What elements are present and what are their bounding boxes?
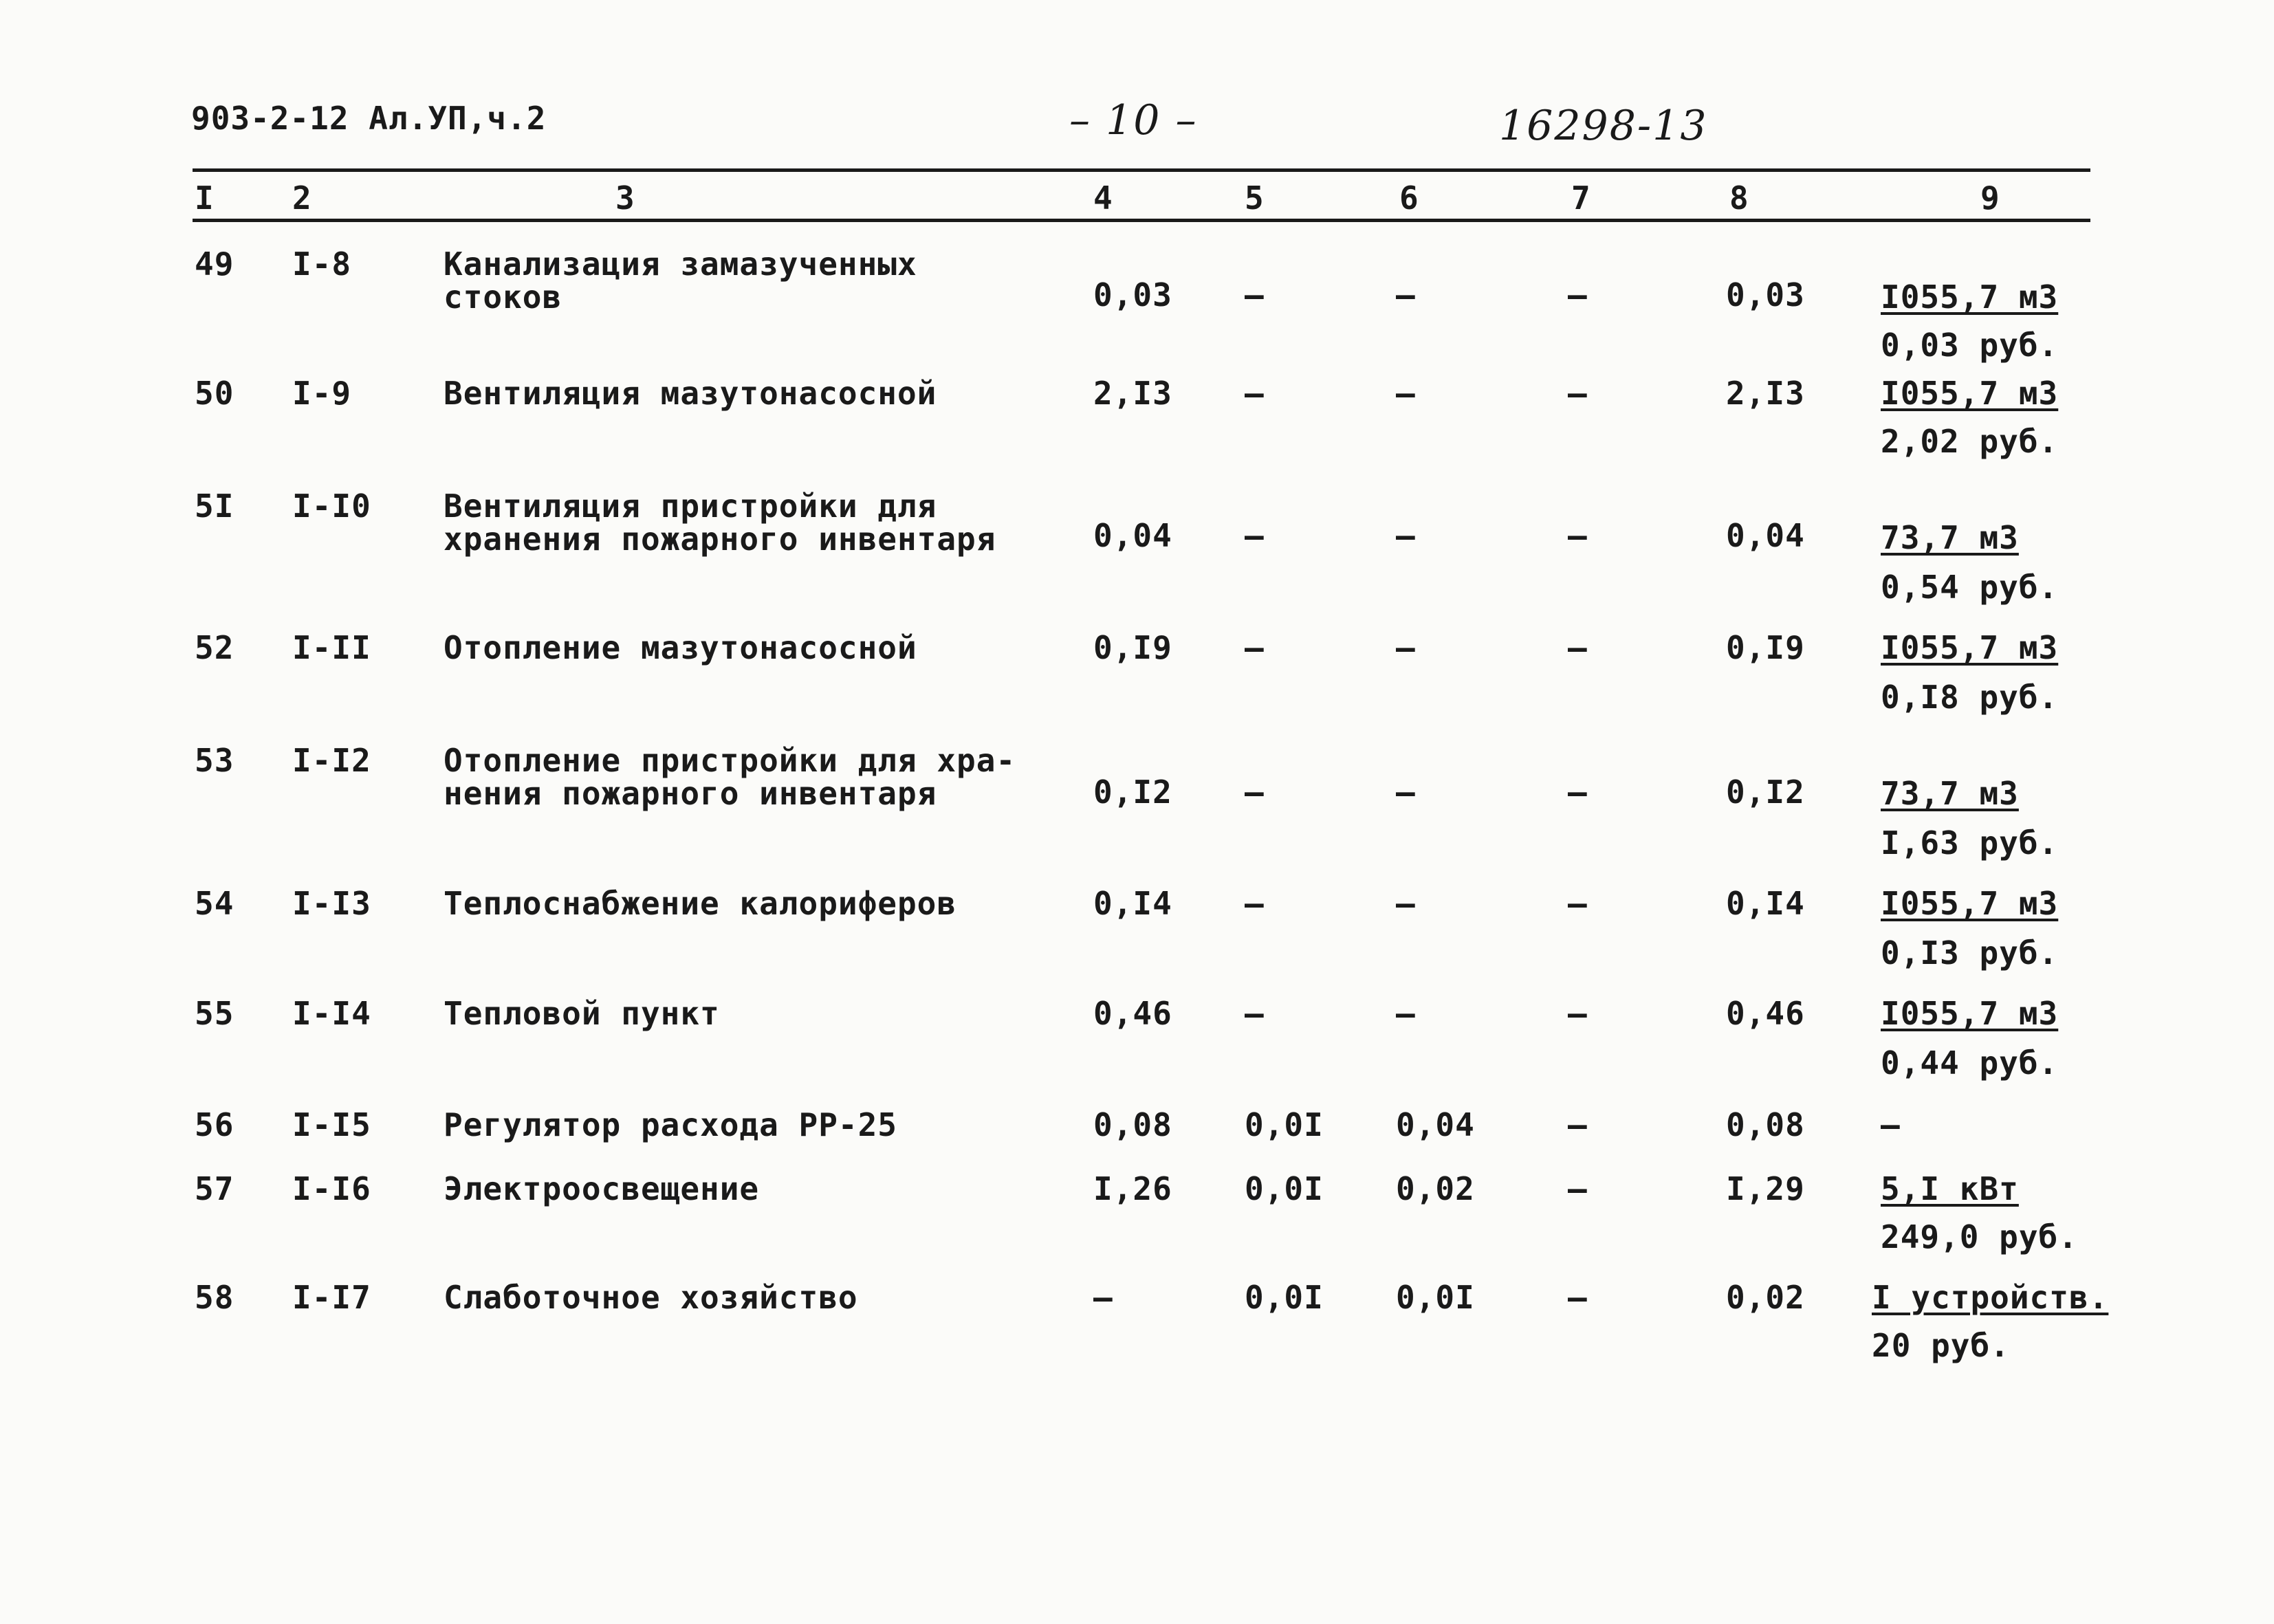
cell-col9-quantity: I устройств. <box>1872 1279 2109 1316</box>
row-number: 49 <box>195 245 234 283</box>
cell-col4: 0,I2 <box>1093 773 1172 811</box>
row-code: I-9 <box>292 375 352 412</box>
cell-col8: 0,02 <box>1726 1279 1805 1316</box>
cell-col7: – <box>1568 995 1588 1032</box>
cell-col4: 0,I4 <box>1093 885 1172 922</box>
cell-col6: 0,0I <box>1396 1279 1475 1316</box>
column-header-2: 2 <box>292 179 312 217</box>
cell-col9-quantity: I055,7 м3 <box>1881 885 2059 922</box>
cell-col6: – <box>1396 885 1416 922</box>
column-header-9: 9 <box>1980 179 2000 217</box>
row-number: 53 <box>195 742 234 779</box>
row-name: Отопление мазутонасосной <box>444 629 917 666</box>
cell-col5: 0,0I <box>1245 1279 1324 1316</box>
cell-col9-quantity: I055,7 м3 <box>1881 629 2059 666</box>
row-name: Регулятор расхода РР-25 <box>444 1106 897 1143</box>
row-code: I-I0 <box>292 487 371 525</box>
cell-col9-quantity: 73,7 м3 <box>1881 519 2019 556</box>
cell-col4: 0,46 <box>1093 995 1172 1032</box>
row-code: I-I5 <box>292 1106 371 1143</box>
column-header-7: 7 <box>1571 179 1591 217</box>
row-code: I-8 <box>292 245 352 283</box>
cell-col8: 0,04 <box>1726 517 1805 554</box>
document-number: 16298-13 <box>1499 102 1708 150</box>
cell-col5: 0,0I <box>1245 1106 1324 1143</box>
row-code: I-I2 <box>292 742 371 779</box>
row-code: I-I4 <box>292 995 371 1032</box>
row-name: Электроосвещение <box>444 1170 760 1207</box>
cell-col9-cost: 20 руб. <box>1872 1327 2010 1364</box>
row-number: 54 <box>195 885 234 922</box>
column-header-5: 5 <box>1245 179 1265 217</box>
cell-col4: 2,I3 <box>1093 375 1172 412</box>
cell-col9-quantity: I055,7 м3 <box>1881 278 2059 316</box>
cell-col7: – <box>1568 276 1588 314</box>
row-number: 52 <box>195 629 234 666</box>
cell-col7: – <box>1568 885 1588 922</box>
row-name: Слаботочное хозяйство <box>444 1279 858 1316</box>
cell-col4: 0,03 <box>1093 276 1172 314</box>
row-number: 50 <box>195 375 234 412</box>
row-name: Отопление пристройки для хра- нения пожарного инвентаря <box>444 742 1016 812</box>
cell-col8: 0,I4 <box>1726 885 1805 922</box>
cell-col4: 0,08 <box>1093 1106 1172 1143</box>
cell-col5: – <box>1245 995 1265 1032</box>
cell-col6: – <box>1396 517 1416 554</box>
cell-col5: – <box>1245 517 1265 554</box>
row-name: Вентиляция мазутонасосной <box>444 375 937 412</box>
cell-col9-cost: 0,03 руб. <box>1881 327 2059 364</box>
page-number: – 10 – <box>1069 96 1198 144</box>
row-name: Канализация замазученных стоков <box>444 245 917 316</box>
cell-col9-cost: I,63 руб. <box>1881 824 2059 862</box>
cell-col9-quantity: 5,I кВт <box>1881 1170 2019 1207</box>
row-code: I-I3 <box>292 885 371 922</box>
cell-col5: 0,0I <box>1245 1170 1324 1207</box>
cell-col5: – <box>1245 885 1265 922</box>
document-code: 903-2-12 Ал.УП,ч.2 <box>191 100 547 137</box>
cell-col9-cost: 249,0 руб. <box>1881 1218 2078 1255</box>
cell-col7: – <box>1568 517 1588 554</box>
cell-col9-quantity: – <box>1881 1106 1901 1143</box>
row-number: 56 <box>195 1106 234 1143</box>
row-code: I-I7 <box>292 1279 371 1316</box>
row-code: I-I6 <box>292 1170 371 1207</box>
cell-col7: – <box>1568 1106 1588 1143</box>
cell-col5: – <box>1245 375 1265 412</box>
cell-col7: – <box>1568 1170 1588 1207</box>
row-number: 57 <box>195 1170 234 1207</box>
cell-col7: – <box>1568 1279 1588 1316</box>
cell-col5: – <box>1245 276 1265 314</box>
cell-col9-quantity: I055,7 м3 <box>1881 375 2059 412</box>
cell-col9-cost: 0,54 руб. <box>1881 569 2059 606</box>
row-name: Вентиляция пристройки для хранения пожарного инвентаря <box>444 487 996 558</box>
cell-col9-quantity: I055,7 м3 <box>1881 995 2059 1032</box>
cell-col6: – <box>1396 995 1416 1032</box>
cell-col4: I,26 <box>1093 1170 1172 1207</box>
cell-col5: – <box>1245 629 1265 666</box>
cell-col9-cost: 0,44 руб. <box>1881 1044 2059 1082</box>
cell-col8: 0,46 <box>1726 995 1805 1032</box>
table-header-rule <box>193 219 2090 222</box>
cell-col7: – <box>1568 629 1588 666</box>
column-header-3: 3 <box>615 179 635 217</box>
cell-col8: 0,08 <box>1726 1106 1805 1143</box>
cell-col4: 0,04 <box>1093 517 1172 554</box>
row-number: 58 <box>195 1279 234 1316</box>
cell-col8: 2,I3 <box>1726 375 1805 412</box>
cell-col6: – <box>1396 773 1416 811</box>
column-header-8: 8 <box>1729 179 1749 217</box>
column-header-6: 6 <box>1399 179 1419 217</box>
cell-col9-quantity: 73,7 м3 <box>1881 775 2019 812</box>
row-number: 5I <box>195 487 234 525</box>
cell-col4: – <box>1093 1279 1113 1316</box>
row-name: Тепловой пункт <box>444 995 720 1032</box>
cell-col9-cost: 0,I8 руб. <box>1881 679 2059 716</box>
cell-col6: – <box>1396 276 1416 314</box>
cell-col8: 0,I2 <box>1726 773 1805 811</box>
cell-col4: 0,I9 <box>1093 629 1172 666</box>
row-number: 55 <box>195 995 234 1032</box>
row-code: I-II <box>292 629 371 666</box>
cell-col7: – <box>1568 375 1588 412</box>
cell-col8: 0,I9 <box>1726 629 1805 666</box>
column-header-4: 4 <box>1093 179 1113 217</box>
cell-col6: – <box>1396 375 1416 412</box>
row-name: Теплоснабжение калориферов <box>444 885 957 922</box>
cell-col6: 0,04 <box>1396 1106 1475 1143</box>
cell-col8: I,29 <box>1726 1170 1805 1207</box>
cell-col9-cost: 2,02 руб. <box>1881 423 2059 460</box>
column-header-1: I <box>195 179 215 217</box>
cell-col6: 0,02 <box>1396 1170 1475 1207</box>
cell-col6: – <box>1396 629 1416 666</box>
cell-col5: – <box>1245 773 1265 811</box>
cell-col9-cost: 0,I3 руб. <box>1881 934 2059 972</box>
cell-col7: – <box>1568 773 1588 811</box>
table-top-rule <box>193 168 2090 172</box>
cell-col8: 0,03 <box>1726 276 1805 314</box>
